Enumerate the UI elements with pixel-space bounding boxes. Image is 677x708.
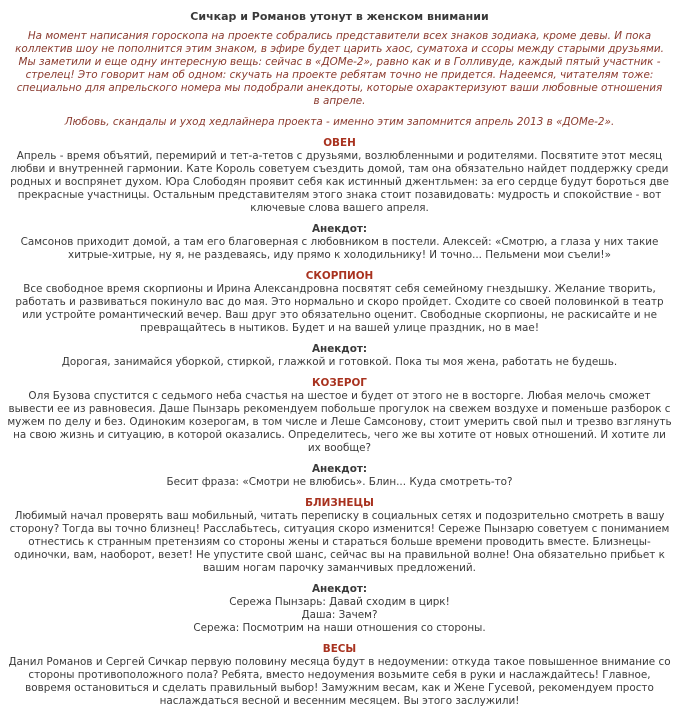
- sign-heading: ВЕСЫ: [322, 643, 357, 655]
- joke-title: Анекдот:: [311, 223, 368, 235]
- sign-text: Апрель - время объятий, перемирий и тет-а-тетов с друзьями, возлюбленными и родителями. Посвятите этот месяц любви и внутренней гармонии. Кате Король советуем съездить домой, там она обязательно найдет поддержку среди родных и воспрянет духом. Юра Слободян проявит себя как истинный джентльмен: за его сердце будут бороться две прекрасные участницы. Остальным представителям этого знака стоит позавидовать: мудрость и спокойствие - вот ключевые слова вашего апреля.: [10, 150, 669, 214]
- sign-section-capricorn: [6, 377, 673, 489]
- joke-title: Анекдот:: [311, 343, 368, 355]
- sign-text: Любимый начал проверять ваш мобильный, читать переписку в социальных сетях и подозрительно смотреть в вашу сторону? Тогда вы точно близнец! Расслабьтесь, ситуация скоро изменится! Сереже Пынзарю советуем с пониманием отнестись к странным претензиям со стороны жены и стараться больше времени проводить вместе. Близнецы-одиночки, вам, наоборот, везет! Не упустите свой шанс, сейчас вы на правильной волне! Она обязательно прибьет к вашим ногам парочку заманчивых предложений.: [9, 510, 670, 574]
- intro-paragraph: На момент написания гороскопа на проекте собрались представители всех знаков зодиака, кроме девы. И пока коллектив шоу не пополнится этим знаком, в эфире будет царить хаос, суматоха и ссоры между старыми друзьями. Мы заметили и еще одну интересную вещь: сейчас в «ДОМе-2», равно как и в Голливуде, каждый пятый участник - стрелец! Это говорит нам об одном: скучать на проекте ребятам точно не придется. Надеемся, читателям тоже: специально для апрельского номера мы подобрали анекдоты, которые охарактеризуют ваши любовные отношения в апреле.: [15, 30, 664, 107]
- joke-text: Бесит фраза: «Смотри не влюбись». Блин... Куда смотреть-то?: [166, 476, 513, 488]
- joke-title: Анекдот:: [311, 463, 368, 475]
- sign-section-gemini: [6, 497, 673, 635]
- sign-heading: ОВЕН: [323, 137, 356, 149]
- sign-section-scorpio: [6, 270, 673, 369]
- sign-heading: СКОРПИОН: [305, 270, 374, 282]
- joke-text: Самсонов приходит домой, а там его благоверная с любовником в постели. Алексей: «Смотрю, а глаза у них такие хитрые-хитрые, ну я, не раздеваясь, иду прямо к холодильнику! И точно... Пельмени мои съели!»: [20, 236, 659, 261]
- intro-paragraph: Любовь, скандалы и уход хедлайнера проекта - именно этим запомнится апрель 2013 в «ДОМе-2».: [64, 116, 615, 128]
- joke-text: [6, 596, 673, 635]
- sign-text: Все свободное время скорпионы и Ирина Александровна посвятят себя семейному гнездышку. Желание творить, работать и развиваться покинуло вас до мая. Это нормально и скоро пройдет. Сходите со своей половинкой в театр или устройте романтический вечер. Ваш друг это обязательно оценит. Свободные скорпионы, не раскисайте и не превращайтесь в нытиков. Будет и на вашей улице праздник, но в мае!: [15, 283, 664, 334]
- sign-text: Оля Бузова спустится с седьмого неба счастья на шестое и будет от этого не в восторге. Любая мелочь сможет вывести ее из равновесия. Даше Пынзарь рекомендуем побольше прогулок на свежем воздухе и поменьше разборок с мужем по делу и без. Одиноким козерогам, в том числе и Леше Самсонову, стоит умерить свой пыл и трезво взглянуть на свою жизнь и ситуацию, в которой оказались. Определитесь, чего же вы хотите от новых отношений. И хотите ли их вообще?: [7, 390, 672, 454]
- joke-line: Даша: Зачем?: [301, 609, 378, 621]
- sign-text: Данил Романов и Сергей Сичкар первую половину месяца будут в недоумении: откуда такое повышенное внимание со стороны противоположного пола? Ребята, вместо недоумения возьмите себя в руки и наслаждайтесь! Главное, вовремя остановиться и сделать правильный выбор! Замужним весам, как и Жене Гусевой, рекомендуем просто наслаждаться весной и весенним месяцем. Вы этого заслужили!: [8, 656, 671, 707]
- sign-section-libra: [6, 643, 673, 708]
- joke-text: Дорогая, занимайся уборкой, стиркой, глажкой и готовкой. Пока ты моя жена, работать не будешь.: [61, 356, 618, 368]
- sign-heading: БЛИЗНЕЦЫ: [305, 497, 374, 509]
- sign-section-aries: [6, 137, 673, 262]
- article-intro: [14, 30, 665, 129]
- joke-title: Анекдот:: [311, 583, 368, 595]
- article-title: Сичкар и Романов утонут в женском внимании: [190, 10, 489, 23]
- joke-line: Сережа: Посмотрим на наши отношения со стороны.: [193, 622, 486, 634]
- sign-heading: КОЗЕРОГ: [312, 377, 367, 389]
- joke-line: Сережа Пынзарь: Давай сходим в цирк!: [229, 596, 450, 608]
